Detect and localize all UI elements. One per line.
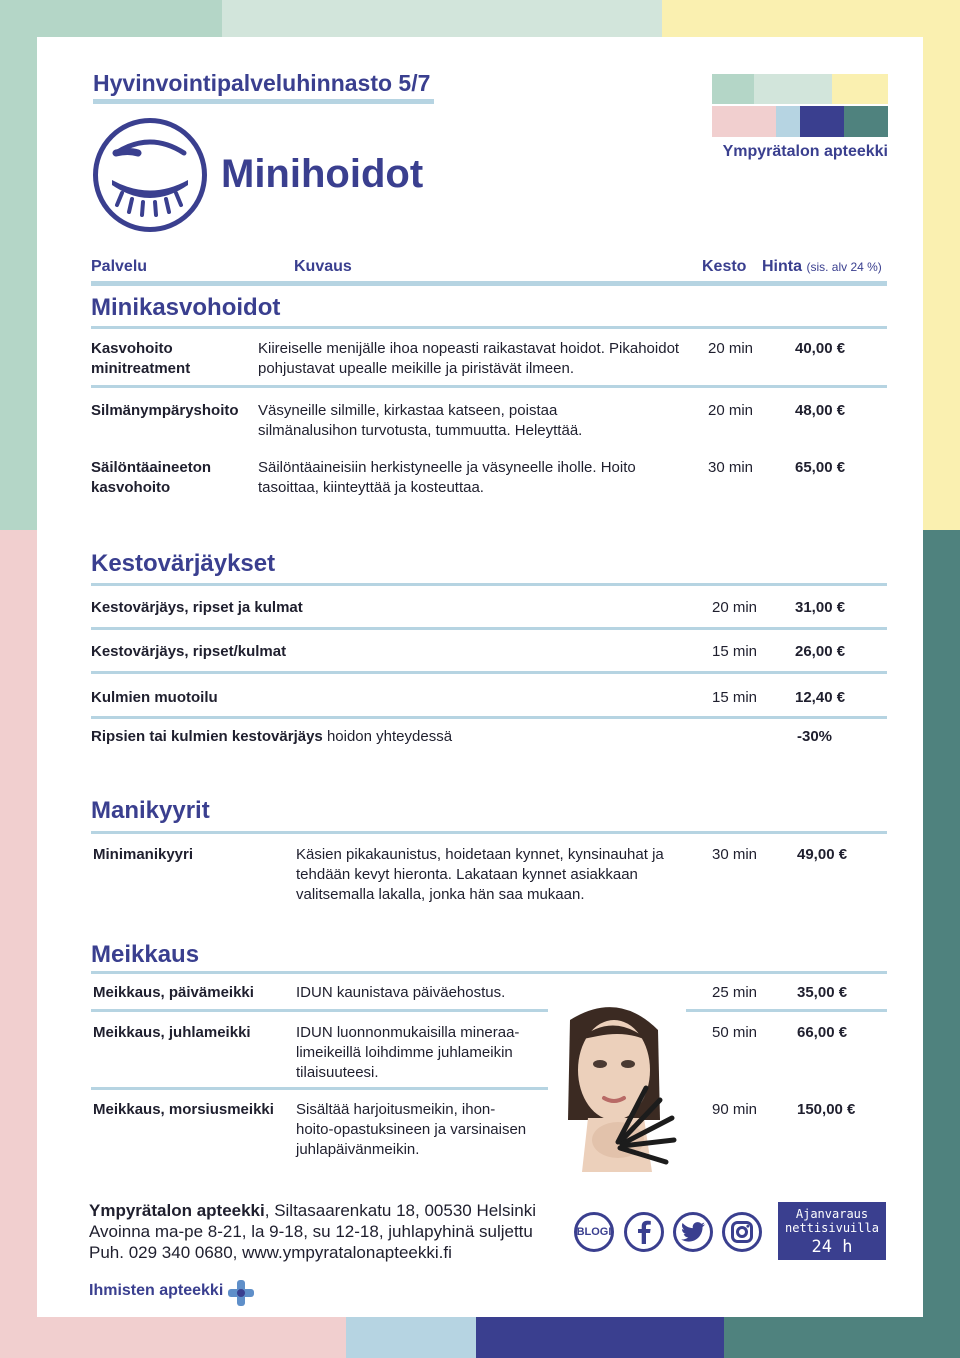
service-description: IDUN kaunistava päiväehostus. [296, 984, 506, 1001]
service-description: IDUN luonnonmukaisilla mineraa-limeikeillä loihdimme juhlameikin tilaisuuteesi. [296, 1024, 520, 1081]
service-name: Silmänympäryshoito [91, 402, 239, 419]
footer-tagline: Ihmisten apteekki [89, 1282, 224, 1299]
service-price: 40,00 € [795, 340, 846, 357]
facebook-icon[interactable] [624, 1212, 664, 1252]
page-title: Minihoidot [221, 152, 424, 196]
service-name: Kulmien muotoilu [91, 689, 218, 706]
service-name: Kasvohoito minitreatment [91, 340, 191, 377]
service-price: 49,00 € [797, 846, 848, 863]
service-duration: 50 min [712, 1024, 758, 1041]
closed-eye-icon [93, 118, 207, 232]
frame-blue-bottom [346, 1317, 476, 1358]
row-rule [91, 716, 887, 719]
service-duration: 20 min [712, 599, 758, 616]
service-price: 150,00 € [797, 1101, 856, 1118]
frame-pale-top [222, 0, 662, 37]
service-price: 66,00 € [797, 1024, 848, 1041]
service-price: 48,00 € [795, 402, 846, 419]
service-name: Meikkaus, päivämeikki [93, 984, 254, 1001]
booking-line-2: nettisivuilla [785, 1221, 879, 1235]
service-name: Kestovärjäys, ripset/kulmat [91, 643, 287, 660]
booking-line-1: Ajanvaraus [795, 1207, 869, 1221]
service-description: Käsien pikakaunistus, hoidetaan kynnet, kynsinauhat ja tehdään kevyt hieronta. Lakataan kynnet asiakkaan valitsemalla lakalla, jonka hän saa mukaan. [296, 846, 664, 903]
service-name: Meikkaus, juhlameikki [93, 1024, 251, 1041]
discount-label: Ripsien tai kulmien kestovärjäys hoidon yhteydessä [91, 728, 453, 745]
instagram-icon[interactable] [722, 1212, 762, 1252]
makeup-model-photo [548, 1000, 686, 1172]
row-rule [91, 385, 887, 388]
section-rule [91, 326, 887, 329]
row-rule [91, 1087, 548, 1090]
section-title-tints: Kestovärjäykset [91, 550, 276, 577]
booking-button[interactable] [778, 1202, 886, 1260]
footer-phone-web[interactable]: Puh. 029 340 0680, www.ympyratalonapteekki.fi [89, 1243, 452, 1262]
section-title-manicure: Manikyyrit [91, 797, 210, 824]
service-duration: 30 min [708, 459, 754, 476]
title-underline [93, 99, 434, 104]
footer-address: , Siltasaarenkatu 18, 00530 Helsinki [264, 1201, 536, 1220]
service-duration: 20 min [708, 340, 754, 357]
section-title-makeup: Meikkaus [91, 941, 200, 968]
service-name: Säilöntäaineeton kasvohoito [91, 459, 212, 496]
brand-logo-grid [712, 74, 888, 137]
plus-cross-icon [226, 1278, 256, 1308]
service-price: 12,40 € [795, 689, 846, 706]
service-name: Kestovärjäys, ripset ja kulmat [91, 599, 303, 616]
section-rule [91, 583, 887, 586]
service-description: Väsyneille silmille, kirkastaa katseen, poistaa silmänalusihon turvotusta, tummuutta. Heleyttää. [258, 402, 583, 439]
section-title-facials: Minikasvohoidot [91, 294, 281, 321]
frame-teal-bottom [724, 1317, 960, 1358]
frame-teal-right [923, 530, 960, 1358]
service-duration: 90 min [712, 1101, 758, 1118]
service-price: 65,00 € [795, 459, 846, 476]
service-price: 31,00 € [795, 599, 846, 616]
row-rule [91, 1009, 548, 1012]
discount-value: -30% [797, 728, 833, 745]
service-price: 26,00 € [795, 643, 846, 660]
column-description: Kuvaus [294, 258, 352, 275]
section-rule [91, 831, 887, 834]
service-name: Minimanikyyri [93, 846, 194, 863]
twitter-icon[interactable] [673, 1212, 713, 1252]
service-description: Säilöntäaineisiin herkistyneelle ja väsyneelle iholle. Hoito tasoittaa, kiinteyttää ja kosteuttaa. [258, 459, 636, 496]
row-rule [686, 1009, 887, 1012]
section-rule [91, 971, 887, 974]
doc-title: Hyvinvointipalveluhinnasto 5/7 [93, 70, 431, 96]
blog-button[interactable]: BLOGI [574, 1212, 614, 1252]
row-rule [91, 671, 887, 674]
service-description: Kiireiselle menijälle ihoa nopeasti raikastavat hoidot. Pikahoidot pohjustavat upealle meikille ja piristävät ilmeen. [258, 340, 680, 377]
frame-navy-bottom [476, 1317, 724, 1358]
column-service: Palvelu [91, 258, 148, 275]
footer-hours: Avoinna ma-pe 8-21, la 9-18, su 12-18, juhlapyhinä suljettu [89, 1222, 533, 1241]
service-price: 35,00 € [797, 984, 848, 1001]
service-name: Meikkaus, morsiusmeikki [93, 1101, 274, 1118]
column-price: Hinta (sis. alv 24 %) [762, 258, 882, 275]
service-duration: 20 min [708, 402, 754, 419]
brand-name: Ympyrätalon apteekki [722, 143, 888, 160]
booking-line-3: 24 h [811, 1237, 853, 1257]
service-description: Sisältää harjoitusmeikin, ihon-hoito-opastuksineen ja varsinaisen juhlapäivänmeikin. [296, 1101, 527, 1158]
row-rule [91, 627, 887, 630]
service-duration: 25 min [712, 984, 758, 1001]
service-duration: 15 min [712, 689, 758, 706]
service-duration: 30 min [712, 846, 758, 863]
service-duration: 15 min [712, 643, 758, 660]
footer-pharmacy-name: Ympyrätalon apteekki [89, 1201, 265, 1220]
footer-contact [89, 1200, 536, 1263]
column-duration: Kesto [702, 258, 747, 275]
header-rule [91, 281, 887, 286]
